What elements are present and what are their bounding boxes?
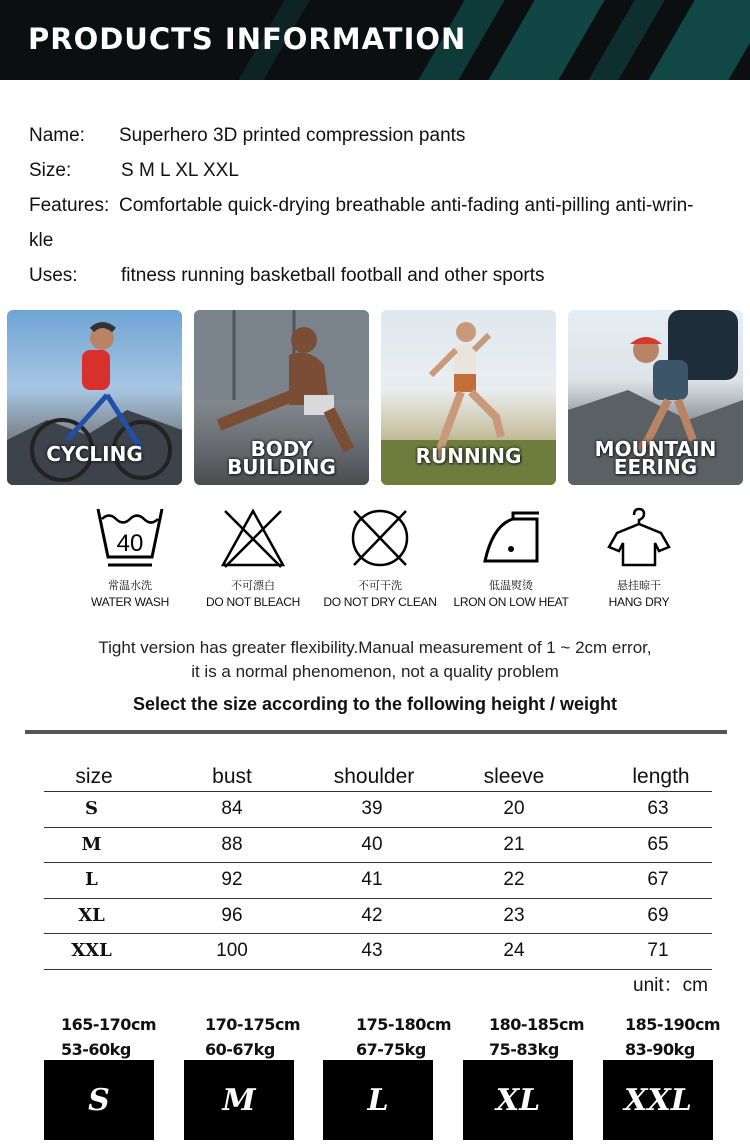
care-label-en: DO NOT DRY CLEAN <box>323 595 437 609</box>
iron-low-icon <box>475 505 547 571</box>
table-cell: L <box>85 869 98 890</box>
care-no-dry-clean <box>320 505 440 609</box>
height-range: 165-170cm <box>61 1015 157 1034</box>
info-value: Superhero 3D printed compression pants <box>119 125 466 146</box>
info-row-features-cont <box>29 223 739 258</box>
table-cell: 96 <box>221 904 243 926</box>
hang-dry-icon <box>603 505 675 571</box>
info-value: Comfortable quick-drying breathable anti-fading anti-pilling anti-wrin- <box>119 195 694 216</box>
activity-label: BUILDING <box>227 455 336 479</box>
weight-range: 67-75kg <box>356 1040 426 1059</box>
table-row <box>44 863 712 899</box>
size-guide-xl <box>489 1012 609 1118</box>
care-label-cn: 低温熨烫 <box>489 579 533 592</box>
column-header: size <box>75 765 113 788</box>
size-box: M <box>184 1060 294 1140</box>
wash-temp: 40 <box>116 530 144 557</box>
table-cell: 71 <box>647 940 669 961</box>
info-row-uses <box>29 258 739 293</box>
table-header-row <box>44 763 712 792</box>
table-cell: 24 <box>503 940 525 961</box>
table-cell: XL <box>78 904 105 926</box>
table-cell: 41 <box>361 869 383 890</box>
unit-label: unit：cm <box>633 975 708 996</box>
size-table <box>44 763 712 970</box>
table-cell: 63 <box>647 798 669 819</box>
activity-tile-running <box>381 310 556 485</box>
care-label-en: HANG DRY <box>608 595 670 609</box>
size-guide-s <box>61 1012 181 1118</box>
column-header: length <box>632 765 690 788</box>
size-guide-m <box>205 1012 325 1118</box>
info-row-name <box>29 118 739 153</box>
table-cell: 22 <box>503 869 525 890</box>
column-header: sleeve <box>483 765 545 788</box>
table-cell: 69 <box>647 904 669 926</box>
height-range: 185-190cm <box>625 1015 721 1034</box>
no-dry-clean-icon <box>344 505 416 571</box>
size-box: L <box>323 1060 433 1140</box>
care-label-en: LRON ON LOW HEAT <box>453 595 569 609</box>
care-hang-dry <box>579 505 699 609</box>
no-bleach-icon <box>217 505 289 571</box>
info-value-continued: kle <box>29 230 54 251</box>
table-row <box>44 828 712 864</box>
info-value: fitness running basketball football and other sports <box>121 265 545 286</box>
table-row <box>44 934 712 970</box>
activity-tile-body-building <box>194 310 369 485</box>
activity-label: EERING <box>613 455 698 479</box>
height-range: 175-180cm <box>356 1015 452 1034</box>
size-box: XL <box>463 1060 573 1140</box>
care-label-en: DO NOT BLEACH <box>206 595 300 609</box>
care-label-cn: 悬挂晾干 <box>617 579 661 592</box>
weight-range: 83-90kg <box>625 1040 695 1059</box>
care-label-cn: 常温水洗 <box>108 579 152 592</box>
care-label-cn: 不可干洗 <box>358 579 402 592</box>
info-label: Features: <box>29 195 110 216</box>
table-cell: 23 <box>503 904 525 926</box>
table-cell: 100 <box>216 940 248 961</box>
size-box: XXL <box>603 1060 713 1140</box>
table-cell: M <box>81 833 102 855</box>
height-range: 170-175cm <box>205 1015 301 1034</box>
activity-label: RUNNING <box>415 444 522 468</box>
table-cell: 92 <box>221 869 243 890</box>
activity-label: MOUNTAIN <box>594 437 717 461</box>
activity-label: BODY <box>250 437 313 461</box>
info-value: S M L XL XXL <box>121 160 239 181</box>
size-box: S <box>44 1060 154 1140</box>
table-cell: 39 <box>361 798 383 819</box>
care-no-bleach <box>193 505 313 609</box>
info-row-size <box>29 153 739 188</box>
table-cell: 43 <box>361 940 383 961</box>
care-water-wash <box>70 505 190 609</box>
header-banner <box>0 0 750 80</box>
table-cell: 42 <box>361 904 383 926</box>
table-cell: S <box>85 798 98 819</box>
table-cell: 67 <box>647 869 669 890</box>
care-label-en: WATER WASH <box>91 595 169 609</box>
info-label: Uses: <box>29 265 78 286</box>
care-iron-low <box>451 505 571 609</box>
product-info <box>29 118 739 293</box>
height-range: 180-185cm <box>489 1015 585 1034</box>
info-label: Size: <box>29 160 72 181</box>
activity-tile-cycling <box>7 310 182 485</box>
page-title: PRODUCTS INFORMATION <box>28 22 467 56</box>
table-cell: 21 <box>503 833 525 855</box>
table-cell: 88 <box>221 833 243 855</box>
wash-40-icon <box>94 505 166 571</box>
table-cell: 84 <box>221 798 243 819</box>
weight-range: 60-67kg <box>205 1040 275 1059</box>
divider <box>25 730 727 734</box>
info-row-features <box>29 188 739 223</box>
table-cell: 40 <box>361 833 383 855</box>
care-label-cn: 不可漂白 <box>231 579 275 592</box>
info-label: Name: <box>29 125 85 146</box>
table-row <box>44 792 712 828</box>
weight-range: 53-60kg <box>61 1040 131 1059</box>
activity-label: CYCLING <box>46 442 143 466</box>
table-cell: 20 <box>503 798 525 819</box>
column-header: shoulder <box>333 765 415 788</box>
table-cell: XXL <box>71 940 112 961</box>
measurement-note-line2: it is a normal phenomenon, not a quality problem <box>191 662 559 681</box>
column-header: bust <box>212 765 252 788</box>
table-cell: 65 <box>647 833 669 855</box>
activity-tile-mountaineering <box>568 310 743 485</box>
table-row <box>44 899 712 935</box>
size-select-heading: Select the size according to the following height / weight <box>132 694 618 714</box>
weight-range: 75-83kg <box>489 1040 559 1059</box>
measurement-note-line1: Tight version has greater flexibility.Manual measurement of 1 ~ 2cm error, <box>98 638 652 657</box>
size-guide-xxl <box>624 1012 745 1118</box>
size-guide-l <box>356 1012 476 1118</box>
